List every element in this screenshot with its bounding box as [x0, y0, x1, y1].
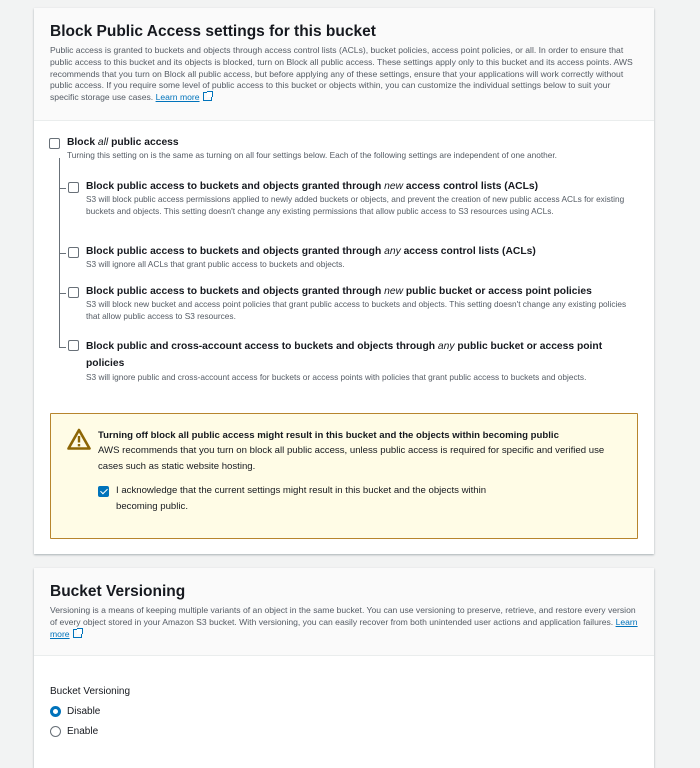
- radio-enable[interactable]: [50, 726, 98, 737]
- warning-icon: [67, 428, 91, 450]
- label-post: access control lists (ACLs): [400, 246, 536, 257]
- tree-tick: [59, 253, 66, 254]
- label-pre: Block public access to buckets and objects granted through: [86, 181, 385, 192]
- option-label: [86, 338, 638, 372]
- option-new-policies[interactable]: [68, 285, 638, 322]
- label-post: public access: [108, 137, 179, 148]
- option-checkbox[interactable]: [68, 182, 79, 193]
- label-post: access control lists (ACLs): [403, 181, 539, 192]
- acknowledge-label: I acknowledge that the current settings might result in this bucket and the objects within becoming public.: [116, 485, 487, 512]
- acknowledge-checkbox[interactable]: [98, 486, 109, 497]
- option-checkbox[interactable]: [68, 287, 79, 298]
- option-any-acls[interactable]: [68, 245, 638, 271]
- option-desc: S3 will ignore public and cross-account access for buckets or access points with policies that grant public access to buckets and objects.: [86, 372, 587, 382]
- warning-alert: [50, 413, 638, 539]
- option-desc: S3 will block public access permissions applied to newly added buckets or objects, and prevent the creation of new public access ACLs for existing buckets and objects. This setting doesn't change any existing permissions that allow public access to S3 resources using ACLs.: [86, 194, 625, 216]
- option-any-policies[interactable]: [68, 338, 638, 384]
- panel-description: [50, 605, 638, 640]
- learn-more-link[interactable]: Learn more: [155, 92, 200, 103]
- learn-more-link[interactable]: Learn more: [50, 616, 638, 639]
- panel-title: Bucket Versioning: [50, 583, 186, 600]
- label-em: new: [384, 181, 403, 192]
- radio-button[interactable]: [50, 706, 61, 717]
- label-em: all: [97, 137, 109, 148]
- label-pre: Block: [67, 137, 98, 148]
- radio-button[interactable]: [50, 726, 61, 737]
- option-new-acls[interactable]: [68, 180, 638, 217]
- panel-description: [50, 45, 638, 104]
- tree-tick: [59, 347, 66, 348]
- option-label: [86, 180, 638, 194]
- label-em: any: [384, 246, 401, 257]
- warning-text: AWS recommends that you turn on block all public access, unless public access is required for specific and verified use cases such as static website hosting.: [98, 445, 605, 472]
- panel-header: [34, 568, 654, 656]
- radio-label: Disable: [67, 706, 101, 717]
- option-label: [86, 285, 638, 299]
- block-all-desc: Turning this setting on is the same as turning on all four settings below. Each of the following settings are independent of one another.: [67, 150, 557, 160]
- block-all-checkbox[interactable]: [49, 138, 60, 149]
- option-checkbox[interactable]: [68, 340, 79, 351]
- label-pre: Block public access to buckets and objects granted through: [86, 246, 385, 257]
- external-link-icon: [203, 92, 212, 101]
- option-desc: S3 will ignore all ACLs that grant public access to buckets and objects.: [86, 259, 345, 269]
- label-post: public bucket or access point policies: [403, 286, 592, 297]
- label-pre: Block public access to buckets and objects granted through: [86, 286, 385, 297]
- label-pre: Block public and cross-account access to buckets and objects through: [86, 341, 438, 352]
- versioning-label: Bucket Versioning: [50, 686, 131, 697]
- panel-header: [34, 8, 654, 121]
- option-desc: S3 will block new bucket and access point policies that grant public access to buckets and objects. This setting doesn't change any existing policies that allow public access to S3 resources.: [86, 299, 627, 321]
- bucket-versioning-panel: [34, 568, 654, 768]
- acknowledge-option[interactable]: [98, 483, 488, 515]
- option-checkbox[interactable]: [68, 247, 79, 258]
- warning-title: Turning off block all public access might result in this bucket and the objects within becoming public: [98, 430, 559, 441]
- external-link-icon: [73, 629, 82, 638]
- panel-title: Block Public Access settings for this bucket: [50, 23, 376, 40]
- block-all-label: [67, 136, 557, 150]
- label-em: new: [384, 286, 403, 297]
- description-text: Public access is granted to buckets and objects through access control lists (ACLs), bucket policies, access point policies, or all. In order to ensure that public access to this bucket and its objects is blocked, turn on Block all public access. These settings apply only to this bucket and its access points. AWS recommends that you turn on Block all public access, but before applying any of these settings, ensure that your applications will work correctly without public access. If you require some level of public access to this bucket or objects within, you can customize the individual settings below to suit your specific storage use cases.: [50, 45, 633, 103]
- radio-disable[interactable]: [50, 706, 100, 717]
- label-em: any: [437, 341, 455, 352]
- block-public-access-panel: [34, 8, 654, 554]
- description-text: Versioning is a means of keeping multiple variants of an object in the same bucket. You can use versioning to preserve, retrieve, and restore every version of every object stored in your Amazon S3 bucket. With versioning, you can easily recover from both unintended user actions and application failures.: [50, 605, 636, 627]
- label-post: public bucket or access point policies: [86, 341, 603, 369]
- tree-tick: [59, 188, 66, 189]
- tree-tick: [59, 293, 66, 294]
- radio-label: Enable: [67, 726, 99, 737]
- option-label: [86, 245, 536, 259]
- block-all-option[interactable]: [49, 136, 649, 162]
